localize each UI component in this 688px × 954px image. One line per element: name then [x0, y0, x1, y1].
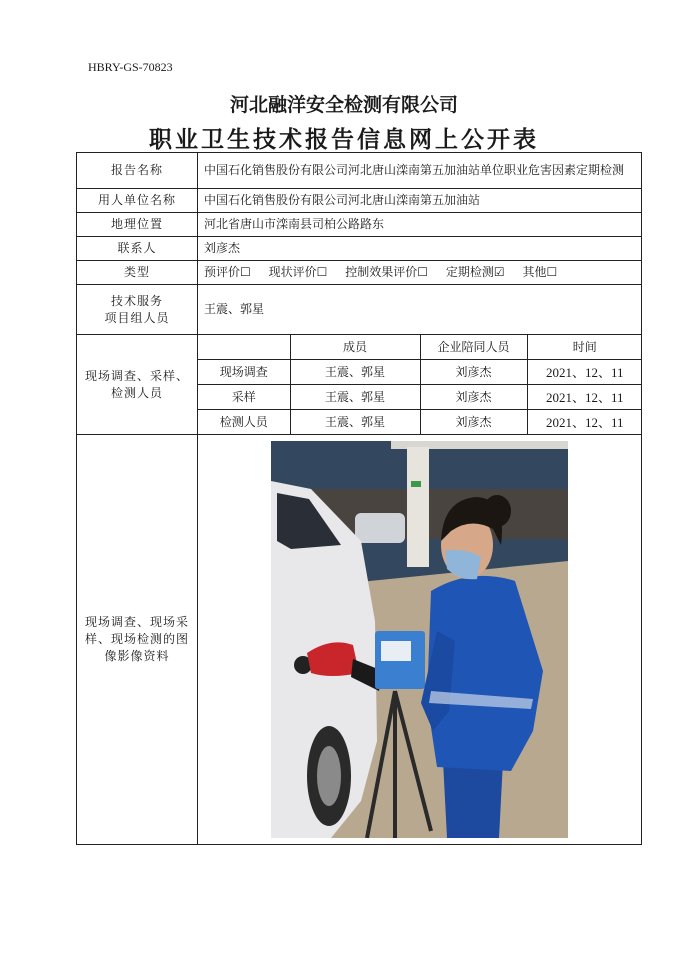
survey-header-empty	[198, 335, 290, 360]
survey-header-row	[198, 335, 642, 360]
images-label-line2: 样、现场检测的图	[84, 632, 189, 646]
row-report-name	[77, 153, 642, 189]
survey-members: 王震、郭星	[290, 410, 420, 435]
photo-pillar	[407, 447, 429, 567]
row-images	[77, 435, 642, 845]
photo-car-rim	[317, 746, 341, 806]
survey-role: 现场调查	[198, 360, 290, 385]
survey-role: 采样	[198, 385, 290, 410]
type-label: 类型	[77, 261, 198, 285]
site-photo	[271, 441, 568, 838]
photo-van	[355, 513, 405, 543]
location-value: 河北省唐山市滦南县司柏公路路东	[198, 213, 642, 237]
survey-subtable-cell	[198, 335, 642, 435]
employer-value: 中国石化销售股份有限公司河北唐山滦南第五加油站	[198, 189, 642, 213]
company-name: 河北融洋安全检测有限公司	[229, 94, 458, 116]
survey-members: 王震、郭星	[290, 360, 420, 385]
images-label	[77, 435, 198, 845]
row-location	[77, 213, 642, 237]
contact-value: 刘彦杰	[198, 237, 642, 261]
survey-date: 2021、12、11	[527, 385, 642, 410]
site-photo-cell	[198, 435, 642, 845]
location-label: 地理位置	[77, 213, 198, 237]
survey-label-line2: 检测人员	[110, 385, 163, 400]
survey-escort: 刘彦杰	[420, 360, 527, 385]
survey-subtable	[198, 335, 642, 434]
photo-worker-legs	[443, 761, 503, 838]
type-option-status-evaluation	[269, 264, 328, 281]
tech-team-label-line1: 技术服务	[110, 293, 163, 308]
survey-escort: 刘彦杰	[420, 385, 527, 410]
survey-row	[198, 410, 642, 435]
survey-label-line1: 现场调查、采样、	[84, 368, 189, 383]
survey-role: 检测人员	[198, 410, 290, 435]
disclosure-table	[76, 152, 642, 845]
row-tech-team	[77, 285, 642, 335]
images-label-line3: 像影像资料	[104, 649, 170, 663]
option-label: 预评价	[204, 265, 241, 279]
checkbox-empty-icon: ☐	[417, 265, 428, 279]
row-survey	[77, 335, 642, 435]
type-option-periodic-detection	[446, 264, 505, 281]
checkbox-checked-icon: ☑	[493, 265, 505, 279]
tech-team-label-line2: 项目组人员	[104, 310, 170, 325]
photo-green-sign	[411, 481, 421, 487]
row-employer	[77, 189, 642, 213]
tech-team-label	[77, 285, 198, 335]
survey-row	[198, 360, 642, 385]
type-option-control-evaluation	[345, 264, 428, 281]
row-type	[77, 261, 642, 285]
photo-worker-bun	[483, 495, 511, 527]
checkbox-empty-icon: ☐	[546, 265, 558, 279]
employer-label: 用人单位名称	[77, 189, 198, 213]
report-name-value: 中国石化销售股份有限公司河北唐山滦南第五加油站单位职业危害因素定期检测	[198, 153, 642, 189]
survey-escort: 刘彦杰	[420, 410, 527, 435]
survey-date: 2021、12、11	[545, 414, 624, 430]
page-title: 职业卫生技术报告信息网上公开表	[149, 126, 539, 153]
type-options	[198, 261, 642, 285]
checkbox-empty-icon: ☐	[240, 265, 251, 279]
images-label-line1: 现场调查、现场采	[84, 615, 189, 629]
survey-members: 王震、郭星	[290, 385, 420, 410]
survey-label	[77, 335, 198, 435]
survey-row	[198, 385, 642, 410]
option-label: 现状评价	[268, 265, 317, 279]
option-label: 控制效果评价	[345, 265, 418, 279]
document-code: HBRY-GS-70823	[88, 60, 173, 74]
survey-date: 2021、12、11	[527, 360, 642, 385]
report-name-label: 报告名称	[77, 153, 198, 189]
type-option-pre-evaluation	[204, 264, 251, 281]
survey-header-escort: 企业陪同人员	[420, 335, 527, 360]
contact-label: 联系人	[77, 237, 198, 261]
option-label: 定期检测	[445, 265, 494, 279]
survey-header-date: 时间	[527, 335, 642, 360]
type-option-other	[522, 264, 557, 281]
checkbox-empty-icon: ☐	[316, 265, 328, 279]
option-label: 其他	[522, 265, 547, 279]
tech-team-value: 王震、郭星	[198, 285, 642, 335]
photo-instrument-panel	[381, 641, 411, 661]
survey-header-members: 成员	[290, 335, 420, 360]
row-contact	[77, 237, 642, 261]
